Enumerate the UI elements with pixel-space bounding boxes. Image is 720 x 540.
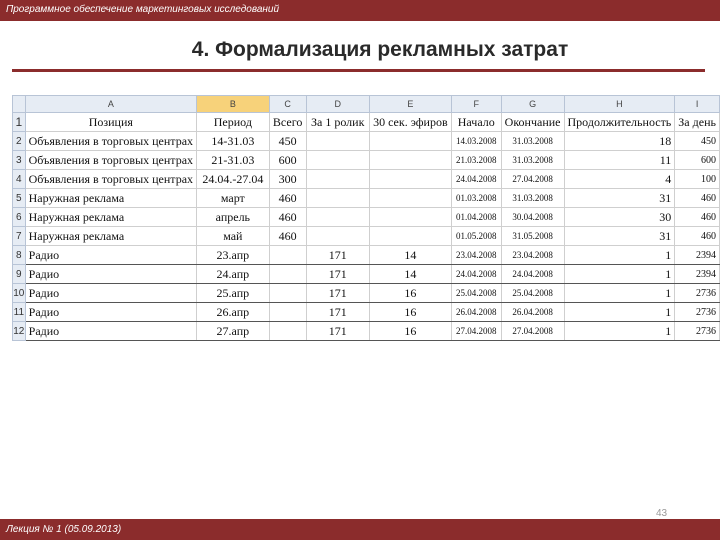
column-header-f[interactable]: F bbox=[451, 96, 501, 113]
cell-start[interactable]: 27.04.2008 bbox=[451, 322, 501, 341]
cell-per-spot[interactable] bbox=[306, 227, 369, 246]
cell-total[interactable]: 460 bbox=[269, 189, 306, 208]
cell-position[interactable]: Объявления в торговых центрах bbox=[25, 132, 196, 151]
cell-start[interactable]: 24.04.2008 bbox=[451, 265, 501, 284]
cell-end[interactable]: 31.05.2008 bbox=[501, 227, 564, 246]
cell-airings[interactable] bbox=[369, 151, 451, 170]
cell-per-day[interactable]: 2736 bbox=[675, 284, 720, 303]
cell-position[interactable]: Радио bbox=[25, 246, 196, 265]
table-row bbox=[13, 208, 720, 227]
cell-duration[interactable]: 1 bbox=[564, 265, 675, 284]
row-number[interactable]: 3 bbox=[13, 151, 26, 170]
column-header-g[interactable]: G bbox=[501, 96, 564, 113]
header-cell-end[interactable]: Окончание bbox=[501, 113, 564, 132]
row-number[interactable]: 6 bbox=[13, 208, 26, 227]
cell-per-spot[interactable]: 171 bbox=[306, 322, 369, 341]
cell-total[interactable]: 460 bbox=[269, 208, 306, 227]
footer-bar bbox=[0, 519, 720, 540]
cell-per-day[interactable]: 2394 bbox=[675, 246, 720, 265]
title-divider bbox=[12, 69, 705, 72]
cell-position[interactable]: Наружная реклама bbox=[25, 189, 196, 208]
cell-duration[interactable]: 1 bbox=[564, 322, 675, 341]
table-header-row bbox=[13, 113, 720, 132]
footer-text: Лекция № 1 (05.09.2013) bbox=[6, 524, 122, 535]
cell-start[interactable]: 01.03.2008 bbox=[451, 189, 501, 208]
cell-start[interactable]: 14.03.2008 bbox=[451, 132, 501, 151]
cell-per-day[interactable]: 460 bbox=[675, 189, 720, 208]
cell-position[interactable]: Радио bbox=[25, 303, 196, 322]
cell-per-day[interactable]: 600 bbox=[675, 151, 720, 170]
cell-per-day[interactable]: 450 bbox=[675, 132, 720, 151]
column-header-a[interactable]: A bbox=[25, 96, 196, 113]
table-row bbox=[13, 132, 720, 151]
cell-total[interactable]: 600 bbox=[269, 151, 306, 170]
header-bar bbox=[0, 0, 720, 21]
cell-end[interactable]: 23.04.2008 bbox=[501, 246, 564, 265]
cell-airings[interactable]: 16 bbox=[369, 322, 451, 341]
cell-period[interactable]: март bbox=[197, 189, 270, 208]
cell-per-spot[interactable]: 171 bbox=[306, 246, 369, 265]
cell-total[interactable]: 300 bbox=[269, 170, 306, 189]
cell-duration[interactable]: 18 bbox=[564, 132, 675, 151]
cell-position[interactable]: Радио bbox=[25, 322, 196, 341]
cell-airings[interactable] bbox=[369, 208, 451, 227]
cell-per-spot[interactable] bbox=[306, 151, 369, 170]
cell-period[interactable]: апрель bbox=[197, 208, 270, 227]
cell-start[interactable]: 01.04.2008 bbox=[451, 208, 501, 227]
cell-total[interactable] bbox=[269, 303, 306, 322]
cell-per-day[interactable]: 100 bbox=[675, 170, 720, 189]
cell-period[interactable]: 23.апр bbox=[197, 246, 270, 265]
cell-duration[interactable]: 11 bbox=[564, 151, 675, 170]
cell-airings[interactable]: 14 bbox=[369, 265, 451, 284]
cell-airings[interactable] bbox=[369, 189, 451, 208]
cell-period[interactable]: 21-31.03 bbox=[197, 151, 270, 170]
table-row bbox=[13, 151, 720, 170]
cell-end[interactable]: 31.03.2008 bbox=[501, 151, 564, 170]
cell-position[interactable]: Наружная реклама bbox=[25, 208, 196, 227]
row-number[interactable]: 4 bbox=[13, 170, 26, 189]
cell-airings[interactable] bbox=[369, 227, 451, 246]
cell-total[interactable] bbox=[269, 284, 306, 303]
cell-start[interactable]: 23.04.2008 bbox=[451, 246, 501, 265]
cell-end[interactable]: 27.04.2008 bbox=[501, 170, 564, 189]
header-cell-duration[interactable]: Продолжительность bbox=[564, 113, 675, 132]
cell-per-day[interactable]: 460 bbox=[675, 227, 720, 246]
cell-end[interactable]: 26.04.2008 bbox=[501, 303, 564, 322]
cell-end[interactable]: 31.03.2008 bbox=[501, 189, 564, 208]
cell-per-spot[interactable]: 171 bbox=[306, 284, 369, 303]
header-cell-total[interactable]: Всего bbox=[269, 113, 306, 132]
cell-period[interactable]: май bbox=[197, 227, 270, 246]
cell-position[interactable]: Радио bbox=[25, 284, 196, 303]
header-cell-period[interactable]: Период bbox=[197, 113, 270, 132]
select-all-corner[interactable] bbox=[13, 96, 26, 113]
table-row bbox=[13, 227, 720, 246]
header-cell-start[interactable]: Начало bbox=[451, 113, 501, 132]
cell-end[interactable]: 31.03.2008 bbox=[501, 132, 564, 151]
cell-start[interactable]: 21.03.2008 bbox=[451, 151, 501, 170]
cell-start[interactable]: 26.04.2008 bbox=[451, 303, 501, 322]
page-number: 43 bbox=[656, 508, 668, 519]
cell-duration[interactable]: 1 bbox=[564, 246, 675, 265]
cell-total[interactable]: 460 bbox=[269, 227, 306, 246]
cell-total[interactable]: 450 bbox=[269, 132, 306, 151]
table-row bbox=[13, 303, 720, 322]
cell-per-day[interactable]: 2736 bbox=[675, 303, 720, 322]
cell-per-day[interactable]: 2736 bbox=[675, 322, 720, 341]
cell-period[interactable]: 25.апр bbox=[197, 284, 270, 303]
cell-duration[interactable]: 30 bbox=[564, 208, 675, 227]
cell-per-spot[interactable] bbox=[306, 170, 369, 189]
column-header-c[interactable]: C bbox=[269, 96, 306, 113]
cell-total[interactable] bbox=[269, 322, 306, 341]
row-number[interactable]: 1 bbox=[13, 113, 26, 132]
table-row bbox=[13, 322, 720, 341]
column-header-i[interactable]: I bbox=[675, 96, 720, 113]
row-number[interactable]: 7 bbox=[13, 227, 26, 246]
row-number[interactable]: 2 bbox=[13, 132, 26, 151]
header-cell-per-day[interactable]: За день bbox=[675, 113, 720, 132]
column-header-row bbox=[13, 96, 720, 113]
cell-per-day[interactable]: 460 bbox=[675, 208, 720, 227]
cell-period[interactable]: 26.апр bbox=[197, 303, 270, 322]
table-row bbox=[13, 246, 720, 265]
cell-start[interactable]: 24.04.2008 bbox=[451, 170, 501, 189]
cell-period[interactable]: 24.04.-27.04 bbox=[197, 170, 270, 189]
row-number[interactable]: 10 bbox=[13, 284, 26, 303]
cell-per-spot[interactable] bbox=[306, 208, 369, 227]
cell-start[interactable]: 01.05.2008 bbox=[451, 227, 501, 246]
header-cell-position[interactable]: Позиция bbox=[25, 113, 196, 132]
table-row bbox=[13, 265, 720, 284]
column-header-b[interactable]: B bbox=[197, 96, 270, 113]
cell-airings[interactable] bbox=[369, 132, 451, 151]
cell-end[interactable]: 30.04.2008 bbox=[501, 208, 564, 227]
row-number[interactable]: 11 bbox=[13, 303, 26, 322]
row-number[interactable]: 5 bbox=[13, 189, 26, 208]
cell-per-spot[interactable]: 171 bbox=[306, 303, 369, 322]
row-number[interactable]: 12 bbox=[13, 322, 26, 341]
cell-per-spot[interactable] bbox=[306, 132, 369, 151]
cell-duration[interactable]: 4 bbox=[564, 170, 675, 189]
cell-end[interactable]: 25.04.2008 bbox=[501, 284, 564, 303]
cell-end[interactable]: 24.04.2008 bbox=[501, 265, 564, 284]
cell-total[interactable] bbox=[269, 246, 306, 265]
cell-position[interactable]: Объявления в торговых центрах bbox=[25, 170, 196, 189]
cell-airings[interactable]: 14 bbox=[369, 246, 451, 265]
header-text: Программное обеспечение маркетинговых исследований bbox=[6, 4, 280, 15]
cell-position[interactable]: Наружная реклама bbox=[25, 227, 196, 246]
cell-per-day[interactable]: 2394 bbox=[675, 265, 720, 284]
cell-duration[interactable]: 31 bbox=[564, 189, 675, 208]
cell-duration[interactable]: 1 bbox=[564, 303, 675, 322]
cell-duration[interactable]: 31 bbox=[564, 227, 675, 246]
cell-start[interactable]: 25.04.2008 bbox=[451, 284, 501, 303]
header-cell-airings[interactable]: 30 сек. эфиров bbox=[369, 113, 451, 132]
cell-duration[interactable]: 1 bbox=[564, 284, 675, 303]
cell-period[interactable]: 14-31.03 bbox=[197, 132, 270, 151]
cell-position[interactable]: Объявления в торговых центрах bbox=[25, 151, 196, 170]
spreadsheet bbox=[12, 95, 720, 341]
cell-end[interactable]: 27.04.2008 bbox=[501, 322, 564, 341]
table-row bbox=[13, 170, 720, 189]
cell-airings[interactable] bbox=[369, 170, 451, 189]
cell-total[interactable] bbox=[269, 265, 306, 284]
row-number[interactable]: 9 bbox=[13, 265, 26, 284]
cell-per-spot[interactable] bbox=[306, 189, 369, 208]
row-number[interactable]: 8 bbox=[13, 246, 26, 265]
table-row bbox=[13, 189, 720, 208]
cell-airings[interactable]: 16 bbox=[369, 284, 451, 303]
column-header-d[interactable]: D bbox=[306, 96, 369, 113]
column-header-h[interactable]: H bbox=[564, 96, 675, 113]
header-cell-per-spot[interactable]: За 1 ролик bbox=[306, 113, 369, 132]
table-row bbox=[13, 284, 720, 303]
cell-position[interactable]: Радио bbox=[25, 265, 196, 284]
cell-per-spot[interactable]: 171 bbox=[306, 265, 369, 284]
slide-title: 4. Формализация рекламных затрат bbox=[191, 38, 569, 61]
cell-period[interactable]: 27.апр bbox=[197, 322, 270, 341]
cell-airings[interactable]: 16 bbox=[369, 303, 451, 322]
cell-period[interactable]: 24.апр bbox=[197, 265, 270, 284]
column-header-e[interactable]: E bbox=[369, 96, 451, 113]
